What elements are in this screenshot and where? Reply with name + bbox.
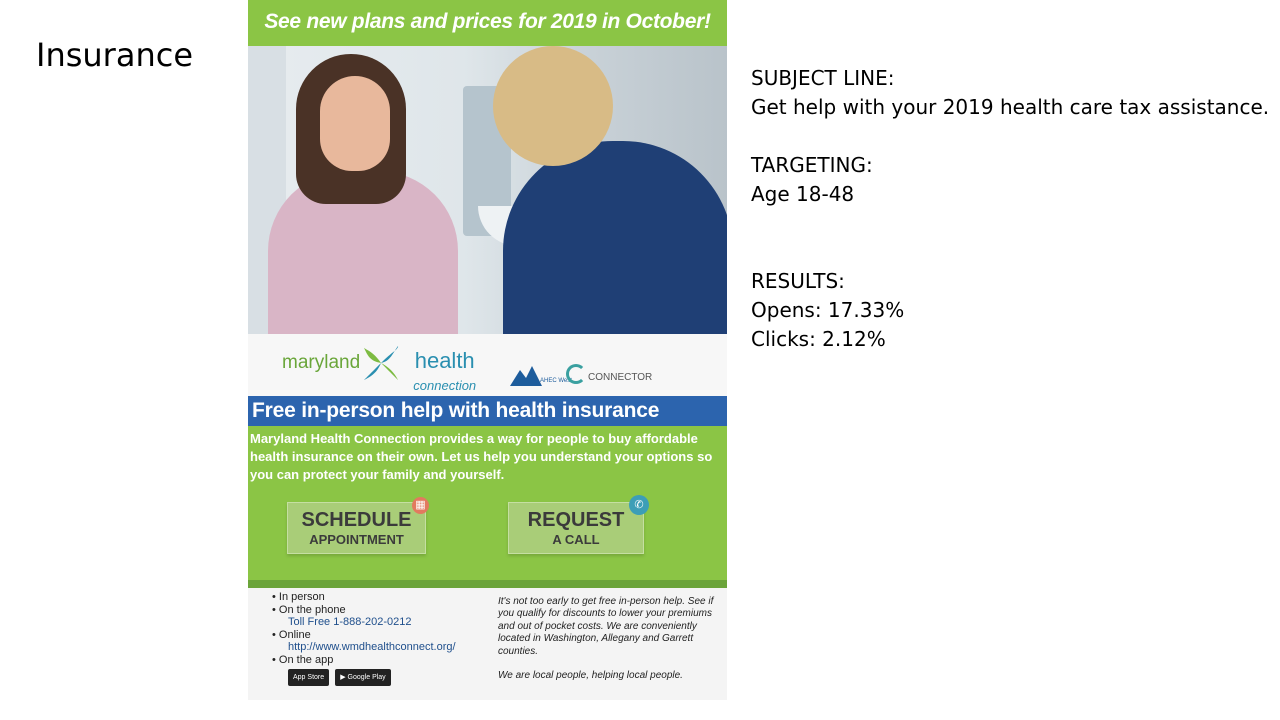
subject-label: SUBJECT LINE: — [751, 66, 895, 90]
app-store-label: App Store — [293, 673, 325, 681]
subject-value: Get help with your 2019 health care tax assistance. — [751, 95, 1270, 119]
targeting-value: Age 18-48 — [751, 182, 855, 206]
google-play-label: Google Play — [347, 673, 386, 681]
hero-photo — [248, 46, 727, 334]
contact-app: • On the app — [272, 653, 334, 666]
ahec-mountain-icon — [510, 364, 542, 386]
results-label: RESULTS: — [751, 269, 845, 293]
mhc-logo-maryland: maryland — [282, 352, 361, 373]
request-line2: A CALL — [552, 532, 600, 547]
note-text: It's not too early to get free in-person help. See if you qualify for discounts to lower your premiums and out of pocket costs. We are conveniently located in Washington, Allegany and Garrett counties. — [498, 596, 714, 657]
photo-nurse-body — [503, 141, 727, 334]
slide-title: Insurance — [36, 36, 193, 74]
photo-woman-face — [320, 76, 390, 171]
flyer-banner: See new plans and prices for 2019 in October! — [248, 0, 727, 46]
flyer-intro: Maryland Health Connection provides a way for people to buy affordable health insurance on their own. Let us help you understand your options so you can protect your family and yourself. — [250, 431, 713, 482]
results-clicks: Clicks: 2.12% — [751, 327, 886, 351]
request-line1: REQUEST — [527, 509, 625, 531]
website-link[interactable]: http://www.wmdhealthconnect.org/ — [288, 641, 456, 654]
photo-nurse-hair — [493, 46, 613, 166]
google-play-badge[interactable] — [335, 669, 390, 686]
results-opens: Opens: 17.33% — [751, 298, 905, 322]
email-flyer — [248, 0, 727, 700]
contact-phone: • On the phone — [272, 603, 346, 616]
contact-online: • Online — [272, 628, 311, 641]
connector-logo-label: CONNECTOR — [588, 372, 653, 383]
ahec-logo-label: AHEC West — [540, 378, 572, 384]
flyer-green-section — [248, 426, 727, 580]
campaign-info — [751, 64, 1269, 354]
play-icon: ▶ — [340, 673, 346, 681]
flyer-note — [498, 596, 723, 682]
schedule-appointment-button[interactable] — [287, 502, 426, 554]
mhc-leaf-icon — [362, 344, 400, 382]
phone-icon: ✆ — [629, 495, 649, 515]
contact-in-person: • In person — [272, 591, 325, 603]
logo-strip — [248, 334, 727, 396]
schedule-line2: APPOINTMENT — [309, 532, 404, 547]
schedule-line1: SCHEDULE — [301, 509, 412, 531]
mhc-logo-health: health — [414, 348, 475, 373]
toll-free-link[interactable]: Toll Free 1-888-202-0212 — [288, 616, 412, 629]
mhc-logo-connection: connection — [413, 378, 477, 393]
targeting-label: TARGETING: — [751, 153, 873, 177]
flyer-footer — [248, 588, 727, 700]
flyer-headline: Free in-person help with health insurance — [248, 396, 727, 426]
request-call-button[interactable] — [508, 502, 644, 554]
contact-list — [272, 591, 456, 686]
calendar-icon: ▦ — [412, 497, 429, 514]
app-store-badge[interactable] — [288, 669, 329, 686]
flyer-divider — [248, 580, 727, 588]
connector-logo-icon — [566, 364, 586, 384]
note-tagline: We are local people, helping local people. — [498, 670, 683, 682]
